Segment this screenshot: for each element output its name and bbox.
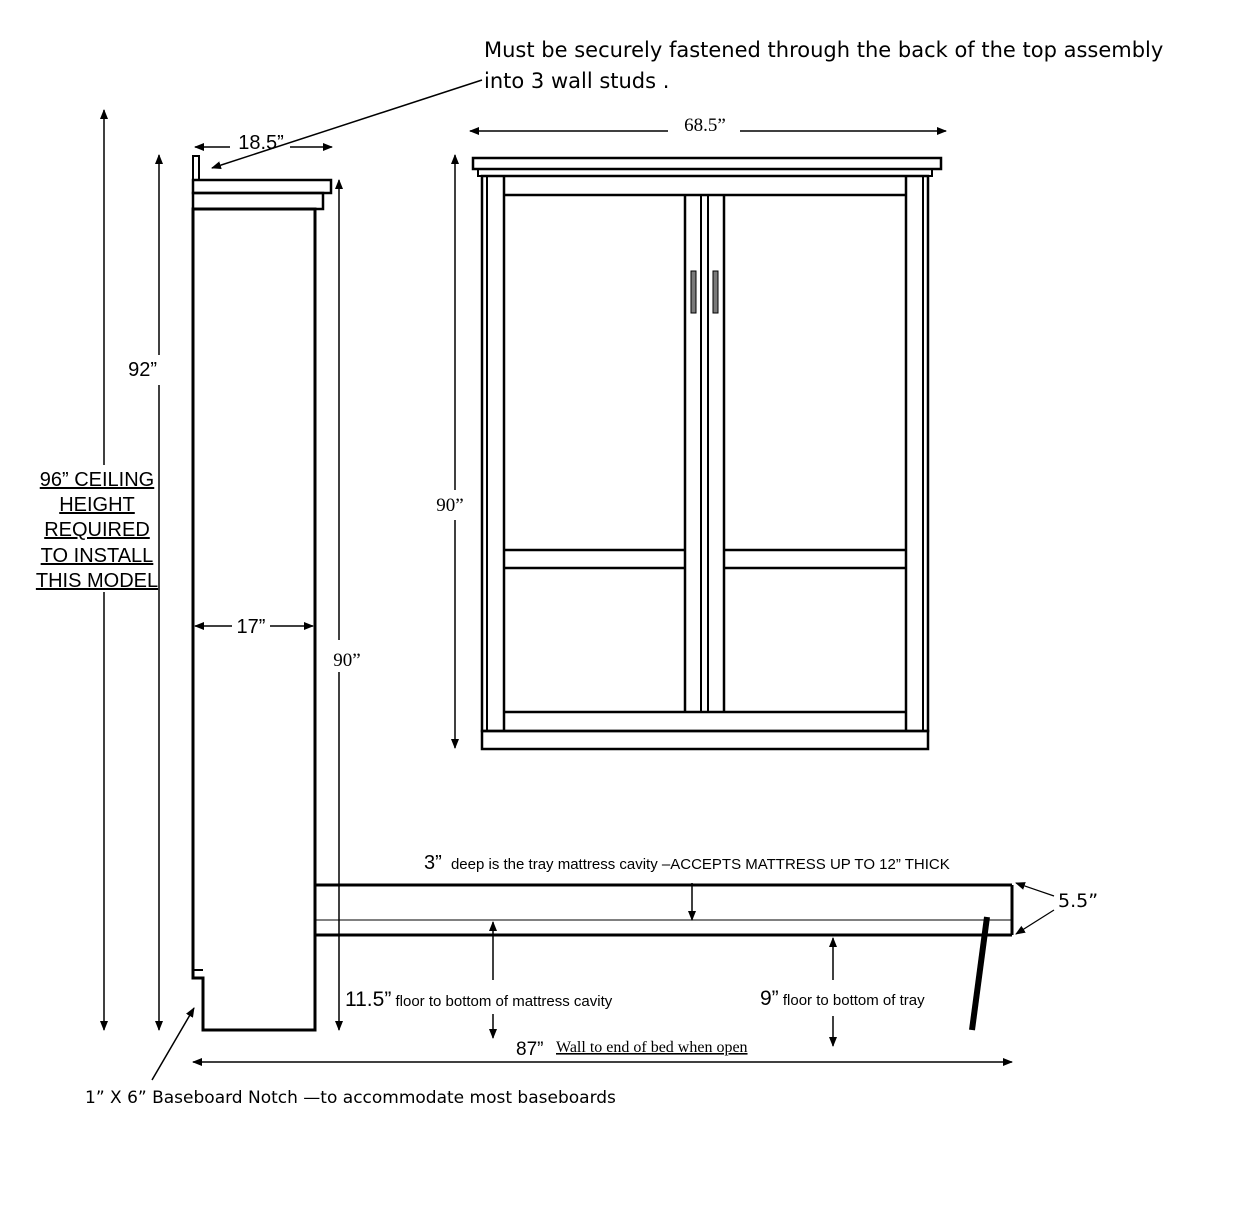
door-handles bbox=[691, 271, 718, 313]
thickness-arrow-top bbox=[1016, 883, 1054, 896]
open-bed-tray bbox=[315, 885, 1012, 935]
floor-cavity-note bbox=[345, 988, 613, 1011]
ceiling-note-line: REQUIRED bbox=[44, 519, 150, 541]
floor-cavity-value: 11.5” bbox=[345, 988, 392, 1011]
fasten-note-line2: into 3 wall studs . bbox=[484, 69, 670, 93]
fasten-note-line1: Must be securely fastened through the back of the top assembly bbox=[484, 38, 1164, 62]
depth-top-label: 18.5” bbox=[238, 132, 284, 154]
floor-cavity-text: floor to bottom of mattress cavity bbox=[395, 993, 613, 1010]
height-90-front-label: 90” bbox=[436, 495, 464, 516]
bed-thickness-label: 5.5” bbox=[1058, 890, 1099, 912]
thickness-arrow-bottom bbox=[1016, 910, 1054, 934]
tray-height-text: floor to bottom of tray bbox=[782, 992, 925, 1009]
cavity-depth-text: deep is the tray mattress cavity –ACCEPTS MATTRESS UP TO 12” THICK bbox=[450, 856, 950, 873]
cavity-note bbox=[424, 852, 950, 874]
width-label: 68.5” bbox=[684, 115, 726, 136]
front-view-cabinet bbox=[473, 158, 941, 749]
bed-length-text: Wall to end of bed when open bbox=[556, 1039, 748, 1056]
ceiling-note-line: THIS MODEL bbox=[35, 570, 159, 592]
side-view-cabinet bbox=[193, 156, 331, 1030]
ceiling-note-line: 96” CEILING bbox=[39, 469, 155, 491]
ceiling-note-line: HEIGHT bbox=[59, 494, 135, 516]
height-90-side-label: 90” bbox=[333, 650, 361, 671]
ceiling-height-note bbox=[36, 469, 158, 592]
baseboard-note: 1” X 6” Baseboard Notch —to accommodate most baseboards bbox=[85, 1088, 616, 1108]
ceiling-note-line: TO INSTALL bbox=[40, 545, 154, 567]
depth-body-label: 17” bbox=[236, 616, 266, 638]
height-92-label: 92” bbox=[128, 359, 157, 381]
cavity-depth-value: 3” bbox=[424, 852, 442, 874]
tray-height-note bbox=[760, 987, 925, 1010]
fasten-leader-arrow bbox=[212, 80, 482, 168]
tray-height-value: 9” bbox=[760, 987, 779, 1010]
bed-length-value: 87” bbox=[516, 1039, 544, 1060]
